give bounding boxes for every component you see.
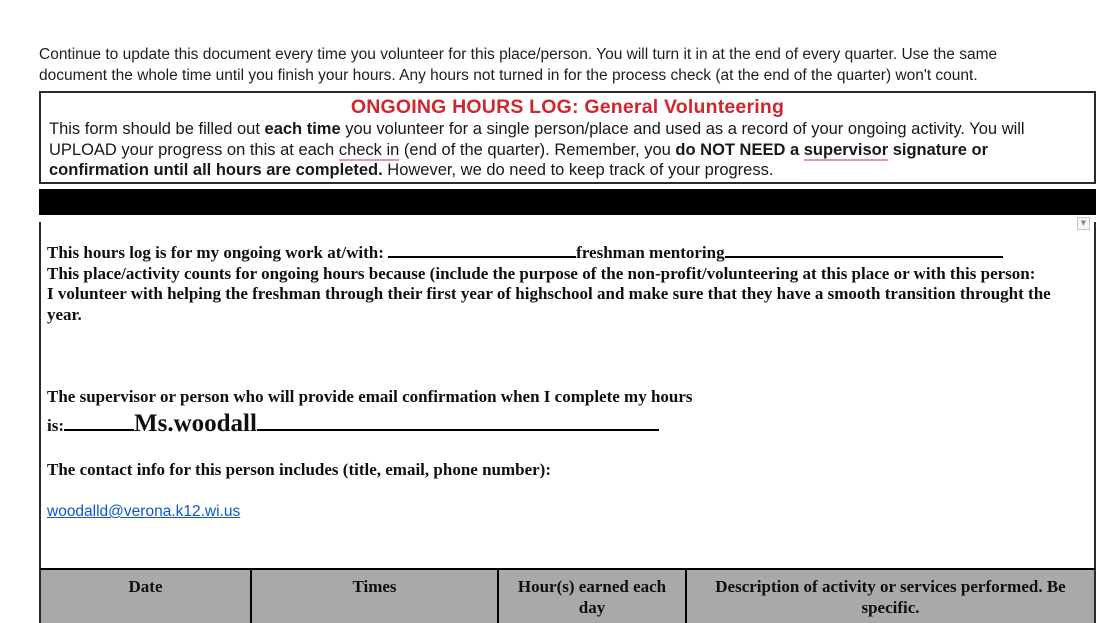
supervisor-line [47, 408, 1086, 442]
work-at-value: freshman mentoring [576, 243, 725, 262]
column-header-hours: Hour(s) earned each day [499, 570, 687, 623]
blank-line [725, 244, 1003, 258]
email-line [47, 501, 1086, 523]
instructions-seg9: However, we do need to keep track of your progress. [382, 161, 774, 179]
reason-answer: I volunteer with helping the freshman through their first year of highschool and make sure that they have a smooth transition throught the year. [47, 284, 1051, 324]
blank-line [388, 244, 576, 258]
supervisor-value: Ms.woodall [134, 409, 257, 437]
instructions-seg8-bold: signature or confirmation until all hours are completed. [49, 140, 989, 179]
supervisor-prompt: The supervisor or person who will provide email confirmation when I complete my hours [47, 387, 693, 406]
instructions-seg3: you volunteer for a single person/place and used as a record of your ongoing activity. You will UPLOAD your progress on this at each [49, 120, 1025, 159]
instructions-seg2-bold: each time [264, 120, 341, 138]
form-instructions [49, 119, 1086, 181]
form-title: ONGOING HOURS LOG: General Volunteering [350, 96, 785, 118]
hours-log-content-box [39, 219, 1096, 568]
spellcheck-flagged-text: check in [338, 140, 400, 159]
black-divider-row [39, 189, 1096, 215]
blank-line [64, 417, 134, 431]
email-link[interactable]: woodalld@verona.k12.wi.us [47, 503, 241, 520]
instructions-seg5: (end of the quarter). Remember, you [399, 140, 676, 159]
spellcheck-flagged-text: supervisor [803, 140, 889, 159]
instructions-seg6-bold: do NOT NEED a [675, 140, 804, 159]
form-header-box [39, 91, 1096, 184]
log-table-header-row [39, 568, 1096, 623]
column-header-times: Times [252, 570, 499, 623]
work-at-label: This hours log is for my ongoing work at/with: [47, 243, 384, 262]
reason-prompt: This place/activity counts for ongoing hours because (include the purpose of the non-profit/volunteering at this place or with this person: [47, 263, 1036, 283]
column-header-description: Description of activity or services performed. Be specific. [715, 577, 1066, 617]
column-header-date: Date [41, 570, 252, 623]
supervisor-prefix: is: [47, 415, 64, 435]
contact-prompt: The contact info for this person includes (title, email, phone number): [47, 459, 552, 479]
chevron-down-icon: ▼ [1080, 219, 1087, 227]
table-dropdown-button[interactable] [1077, 217, 1090, 230]
blank-line [257, 417, 659, 431]
intro-paragraph: Continue to update this document every time you volunteer for this place/person. You will turn it in at the end of every quarter. Use the same document the whole time until you finish your hours. Any hours not turned in for the process check (at the end of the quarter) won't count. [39, 46, 998, 84]
work-at-line [47, 243, 1086, 264]
instructions-seg1: This form should be filled out [49, 120, 265, 138]
